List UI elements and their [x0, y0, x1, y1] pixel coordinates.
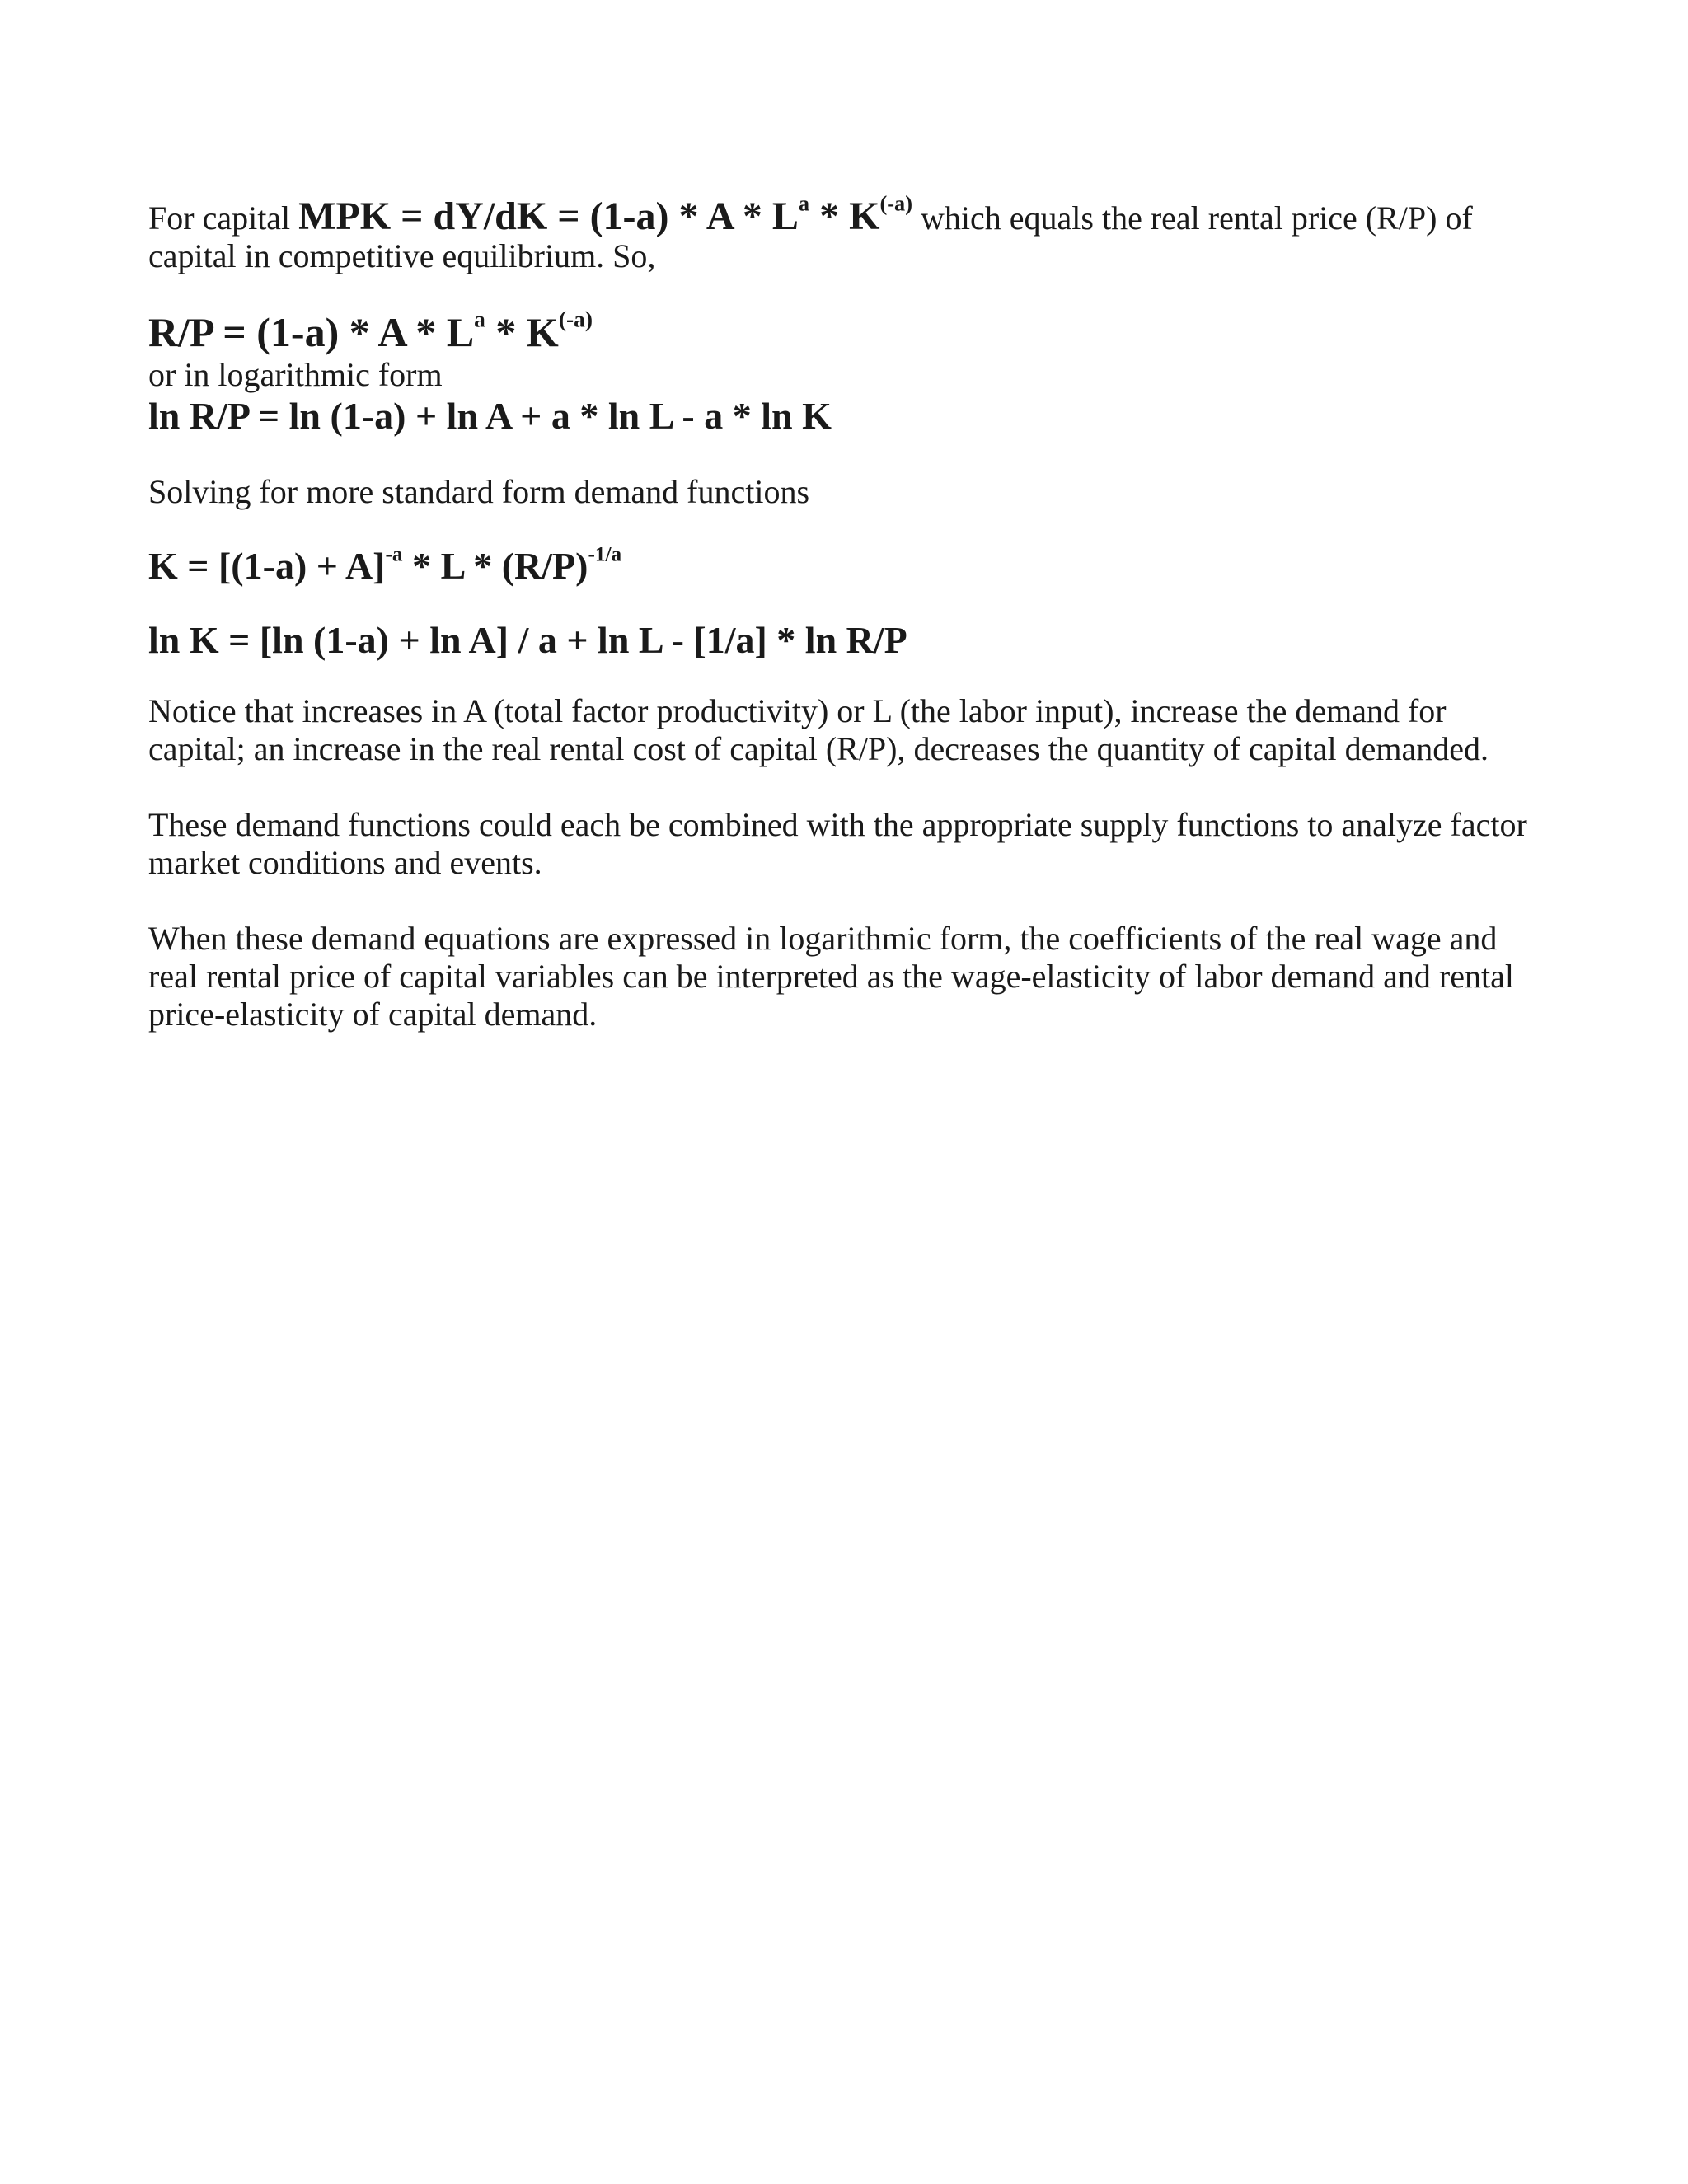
- rp-sup-a: a: [474, 306, 485, 332]
- k-sup-inv: -1/a: [588, 542, 622, 566]
- elasticity-paragraph: When these demand equations are expressed in logarithmic form, the coefficients of the real wage and real rental price of capital variables can be interpreted as the wage-elasticity of labor demand and rental price-elasticity of capital demand.: [148, 920, 1514, 1033]
- mpk-equation-main: MPK = dY/dK = (1-a) * A * L: [298, 194, 799, 238]
- intro-suffix: which equals the real rental price (R/P) of capital in competitive equilibrium. So,: [148, 199, 1473, 274]
- solving-label: Solving for more standard form demand functions: [148, 473, 810, 510]
- k-equation: [148, 544, 1550, 588]
- ln-k-equation: ln K = [ln (1-a) + ln A] / a + ln L - [1/a] * ln R/P: [148, 619, 907, 661]
- document-page: [148, 190, 1550, 1033]
- rp-equation-main: R/P = (1-a) * A * L: [148, 309, 475, 355]
- rp-sup-neg-a: (-a): [558, 306, 593, 332]
- k-equation-mid: * L * (R/P): [402, 545, 588, 587]
- rp-equation-mid: * K: [485, 309, 559, 355]
- notice-paragraph: Notice that increases in A (total factor productivity) or L (the labor input), increase the demand for capital; an increase in the real rental cost of capital (R/P), decreases the quantity of capital demanded.: [148, 692, 1489, 767]
- mpk-equation: [298, 190, 913, 238]
- rp-equation: [148, 308, 1550, 356]
- ln-rp-equation: ln R/P = ln (1-a) + ln A + a * ln L - a * ln K: [148, 395, 832, 437]
- intro-paragraph: [148, 190, 1550, 275]
- mpk-sup-neg-a: (-a): [879, 190, 913, 216]
- k-equation-main: K = [(1-a) + A]: [148, 545, 386, 587]
- mpk-equation-mid: * K: [809, 194, 880, 238]
- log-form-label: or in logarithmic form: [148, 356, 443, 393]
- intro-prefix: For capital: [148, 199, 299, 237]
- mpk-sup-a: a: [798, 190, 810, 216]
- k-sup-neg-a: -a: [385, 542, 403, 566]
- combined-paragraph: These demand functions could each be combined with the appropriate supply functions to analyze factor market conditions and events.: [148, 806, 1527, 881]
